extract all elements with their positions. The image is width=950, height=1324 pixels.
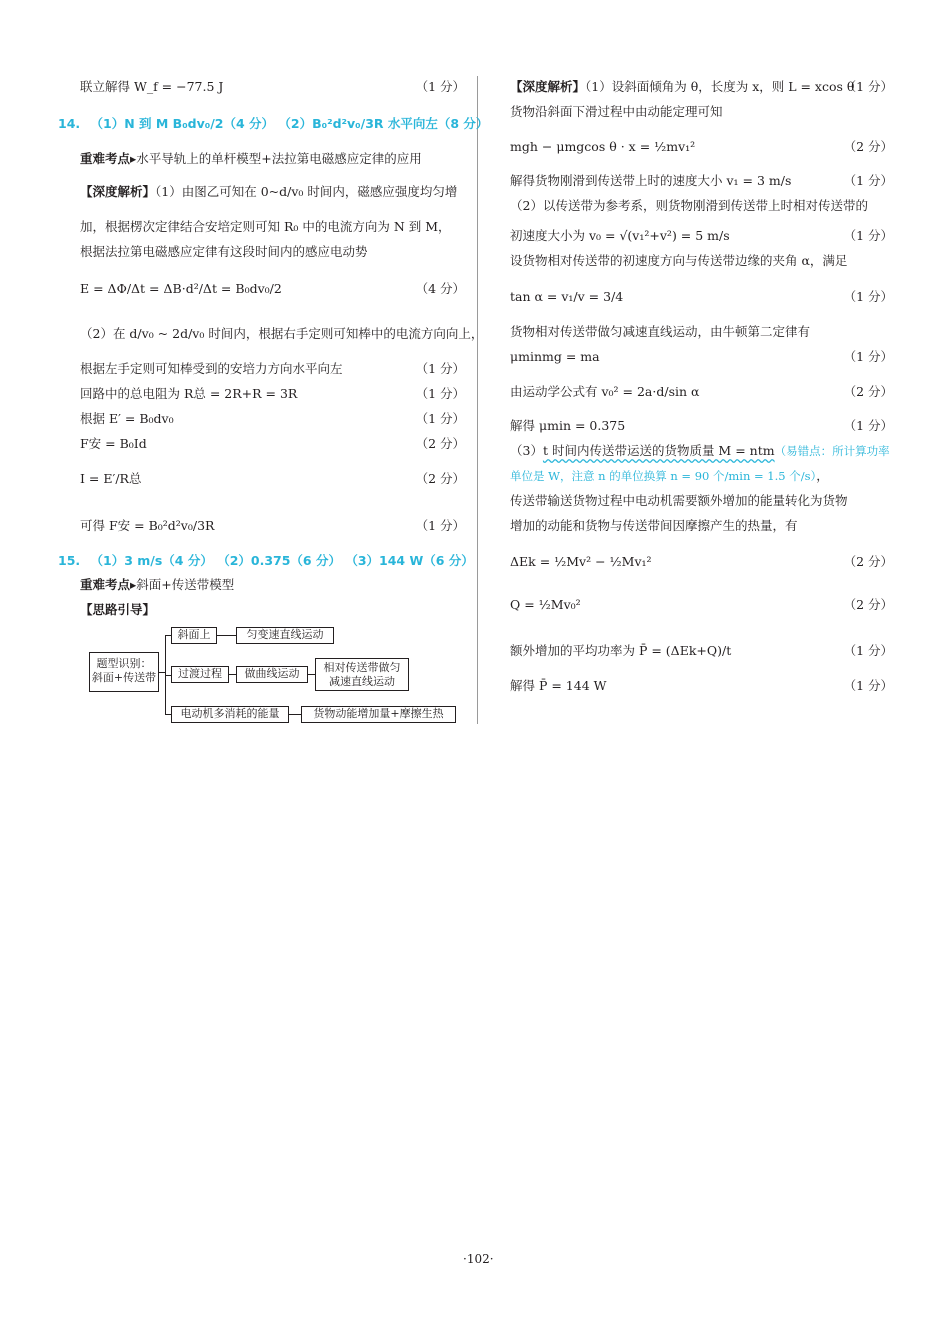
q14-key-line bbox=[80, 150, 465, 168]
score: （1 分） bbox=[415, 79, 465, 94]
q14-p10-line bbox=[80, 517, 465, 535]
r8-line bbox=[510, 288, 893, 306]
r19-line bbox=[510, 642, 893, 660]
score: （1 分） bbox=[843, 79, 893, 94]
r3-line bbox=[510, 138, 893, 156]
score: （2 分） bbox=[415, 436, 465, 451]
q14-p3-line bbox=[80, 243, 465, 261]
q14-answer-row bbox=[58, 114, 488, 132]
q15-answer-row bbox=[58, 551, 474, 569]
q14-p5-line bbox=[80, 360, 465, 378]
diagram-slope-motion: 匀变速直线运动 bbox=[236, 627, 334, 644]
score: （1 分） bbox=[843, 678, 893, 693]
q14-p8: F安 = B₀Id bbox=[80, 436, 147, 451]
r13-statement: t 时间内传送带运送的货物质量 M = ntm bbox=[542, 443, 775, 458]
q14-key-label: 重难考点 bbox=[80, 151, 131, 166]
score: （2 分） bbox=[843, 597, 893, 612]
q14-p3: 根据法拉第电磁感应定律有这段时间内的感应电动势 bbox=[80, 244, 368, 259]
q15-key-text: 斜面+传送带模型 bbox=[136, 577, 235, 592]
q14-e1: E = ΔΦ/Δt = ΔB·d²/Δt = B₀dv₀/2 bbox=[80, 281, 282, 296]
q14-deep-label: 【深度解析】 bbox=[80, 184, 156, 199]
q14-p2: 加，根据楞次定律结合安培定则可知 R₀ 中的电流方向为 N 到 M， bbox=[80, 219, 451, 234]
score: （1 分） bbox=[843, 173, 893, 188]
q14-e1-line bbox=[80, 280, 465, 298]
q14-p6-line bbox=[80, 385, 465, 403]
score: （1 分） bbox=[843, 289, 893, 304]
r17-line bbox=[510, 553, 893, 571]
r4: 解得货物刚滑到传送带上时的速度大小 v₁ = 3 m/s bbox=[510, 173, 792, 188]
q15-idea-label: 【思路引导】 bbox=[80, 602, 156, 617]
solve-line bbox=[80, 78, 465, 96]
r13-error-note: （易错点：所计算功率 bbox=[774, 444, 890, 458]
score: （2 分） bbox=[415, 471, 465, 486]
diagram-curve: 做曲线运动 bbox=[236, 666, 308, 683]
score: （2 分） bbox=[843, 554, 893, 569]
q14-p2-line bbox=[80, 218, 465, 236]
r20-line bbox=[510, 677, 893, 695]
r13-part-number: （3） bbox=[510, 443, 543, 458]
r17: ΔEk = ½Mv² − ½Mv₁² bbox=[510, 554, 652, 569]
triangle-icon: ▸ bbox=[130, 577, 137, 592]
connector bbox=[289, 714, 301, 715]
q14-p5: 根据左手定则可知棒受到的安培力方向水平向左 bbox=[80, 361, 343, 376]
r12: 解得 μmin = 0.375 bbox=[510, 418, 626, 433]
r11-line bbox=[510, 383, 893, 401]
q15-key-line bbox=[80, 576, 465, 594]
r8: tan α = v₁/v = 3/4 bbox=[510, 289, 624, 304]
r13-line bbox=[510, 442, 893, 460]
r11: 由运动学公式有 v₀² = 2a·d/sin α bbox=[510, 384, 700, 399]
score: （1 分） bbox=[415, 361, 465, 376]
r5-line bbox=[510, 197, 893, 215]
q14-answer: （1）N 到 M B₀dv₀/2（4 分） （2）B₀²d²v₀/3R 水平向左（8 分） bbox=[90, 116, 489, 131]
q14-key-text: 水平导轨上的单杆模型+法拉第电磁感应定律的应用 bbox=[136, 151, 422, 166]
triangle-icon: ▸ bbox=[130, 151, 137, 166]
score: （1 分） bbox=[415, 386, 465, 401]
r14-note: 单位是 W，注意 n 的单位换算 n = 90 个/min = 1.5 个/s） bbox=[510, 469, 817, 483]
r1-line bbox=[510, 78, 893, 96]
r19: 额外增加的平均功率为 P̄ = (ΔEk+Q)/t bbox=[510, 643, 732, 658]
q14-number: 14. bbox=[58, 116, 81, 131]
r9-line bbox=[510, 323, 893, 341]
q14-deep-line bbox=[80, 183, 465, 201]
r7-line bbox=[510, 252, 893, 270]
q15-number: 15. bbox=[58, 553, 81, 568]
r16: 增加的动能和货物与传送带间因摩擦产生的热量，有 bbox=[510, 518, 798, 533]
score: （1 分） bbox=[843, 418, 893, 433]
r7: 设货物相对传送带的初速度方向与传送带边缘的夹角 α，满足 bbox=[510, 253, 848, 268]
connector bbox=[217, 635, 236, 636]
deep-label: 【深度解析】 bbox=[510, 79, 586, 94]
r10: μminmg = ma bbox=[510, 349, 600, 364]
r1: （1）设斜面倾角为 θ，长度为 x，则 L = xcos θ bbox=[585, 79, 855, 94]
r10-line bbox=[510, 348, 893, 366]
q14-p9: I = E′/R总 bbox=[80, 471, 142, 486]
q14-p4-line bbox=[80, 325, 484, 343]
score: （2 分） bbox=[843, 384, 893, 399]
q14-p1: （1）由图乙可知在 0~d/v₀ 时间内，磁感应强度均匀增 bbox=[155, 184, 458, 199]
diagram-relative: 相对传送带做匀 减速直线运动 bbox=[315, 658, 409, 691]
score: （1 分） bbox=[843, 643, 893, 658]
q14-p7-line bbox=[80, 410, 465, 428]
score: （1 分） bbox=[415, 518, 465, 533]
solve-text: 联立解得 W_f = −77.5 J bbox=[80, 79, 224, 94]
diagram-energy-result: 货物动能增加量+摩擦生热 bbox=[301, 706, 456, 723]
r2: 货物沿斜面下滑过程中由动能定理可知 bbox=[510, 104, 723, 119]
diagram-root: 题型识别： 斜面+传送带 bbox=[89, 652, 159, 692]
r15: 传送带输送货物过程中电动机需要额外增加的能量转化为货物 bbox=[510, 493, 848, 508]
r16-line bbox=[510, 517, 893, 535]
q15-key-label: 重难考点 bbox=[80, 577, 131, 592]
connector bbox=[229, 674, 236, 675]
r6: 初速度大小为 v₀ = √(v₁²+v²) = 5 m/s bbox=[510, 228, 730, 243]
q15-answer: （1）3 m/s（4 分） （2）0.375（6 分） （3）144 W（6 分） bbox=[90, 553, 474, 568]
r9: 货物相对传送带做匀减速直线运动，由牛顿第二定律有 bbox=[510, 324, 811, 339]
q14-p6: 回路中的总电阻为 R总 = 2R+R = 3R bbox=[80, 386, 298, 401]
r4-line bbox=[510, 172, 893, 190]
r6-line bbox=[510, 227, 893, 245]
r18: Q = ½Mv₀² bbox=[510, 597, 581, 612]
r2-line bbox=[510, 103, 893, 121]
diagram-slope: 斜面上 bbox=[171, 627, 217, 644]
connector bbox=[308, 674, 315, 675]
r20: 解得 P̄ = 144 W bbox=[510, 678, 607, 693]
score: （1 分） bbox=[843, 228, 893, 243]
r15-line bbox=[510, 492, 893, 510]
r5: （2）以传送带为参考系，则货物刚滑到传送带上时相对传送带的 bbox=[510, 198, 868, 213]
r14-end: ， bbox=[816, 468, 829, 483]
q14-p7: 根据 E′ = B₀dv₀ bbox=[80, 411, 174, 426]
r3: mgh − μmgcos θ · x = ½mv₁² bbox=[510, 139, 696, 154]
r12-line bbox=[510, 417, 893, 435]
q14-p9-line bbox=[80, 470, 465, 488]
score: （1 分） bbox=[415, 411, 465, 426]
q15-idea-line bbox=[80, 601, 465, 619]
score: （4 分） bbox=[415, 281, 465, 296]
diagram-energy: 电动机多消耗的能量 bbox=[171, 706, 289, 723]
q14-p8-line bbox=[80, 435, 465, 453]
score: （1 分） bbox=[843, 349, 893, 364]
diagram-transition: 过渡过程 bbox=[171, 666, 229, 683]
q14-p4: （2）在 d/v₀ ~ 2d/v₀ 时间内，根据右手定则可知棒中的电流方向向上， bbox=[80, 326, 484, 341]
page-number: ·102· bbox=[463, 1252, 494, 1266]
column-divider bbox=[477, 76, 478, 724]
q14-p10: 可得 F安 = B₀²d²v₀/3R bbox=[80, 518, 215, 533]
score: （2 分） bbox=[843, 139, 893, 154]
flow-diagram bbox=[80, 625, 465, 725]
r14-line bbox=[510, 467, 893, 485]
r18-line bbox=[510, 596, 893, 614]
